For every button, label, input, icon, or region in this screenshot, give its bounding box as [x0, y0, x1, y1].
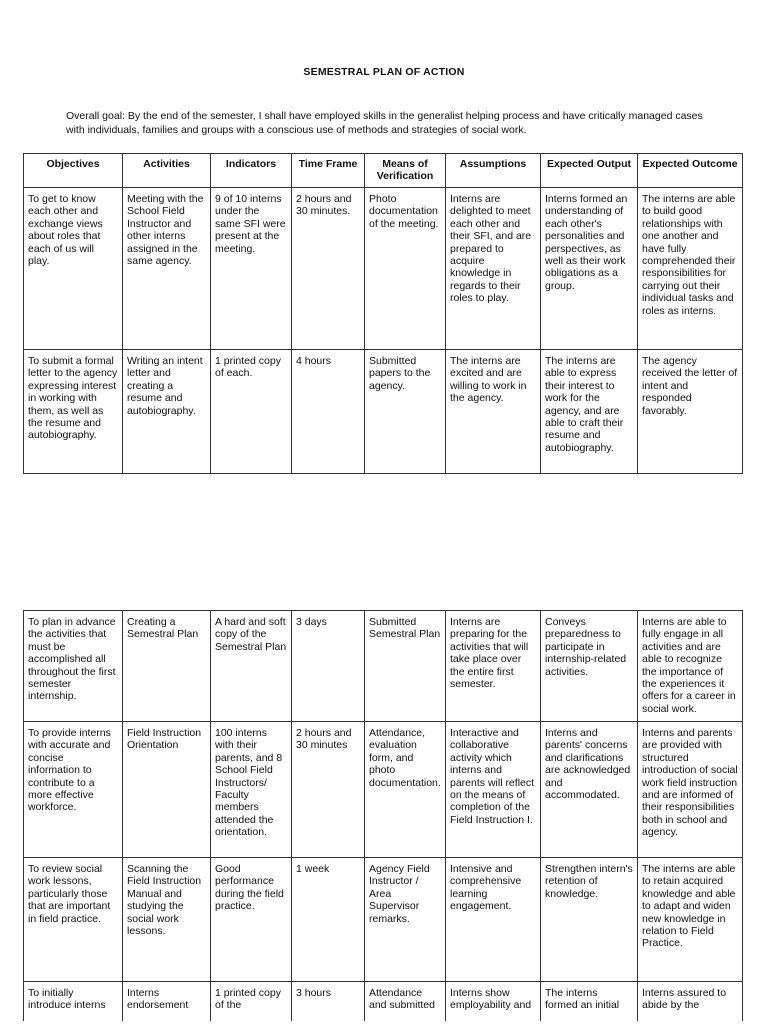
header-indicators: Indicators — [211, 154, 292, 188]
cell-output: The interns formed an initial — [541, 982, 638, 1021]
cell-objective: To provide interns with accurate and concise information to contribute to a more effective workforce. — [24, 722, 123, 858]
cell-verification: Agency Field Instructor / Area Supervisor remarks. — [365, 858, 446, 982]
cell-outcome: The agency received the letter of intent and responded favorably. — [638, 350, 743, 474]
cell-verification: Submitted papers to the agency. — [365, 350, 446, 474]
overall-goal: Overall goal: By the end of the semester, I shall have employed skills in the generalist helping process and have critically managed cases with individuals, families and groups with a conscious use of methods and strategies of social work. — [66, 110, 703, 136]
cell-activity: Creating a Semestral Plan — [123, 611, 211, 722]
cell-time-frame: 3 days — [292, 611, 365, 722]
document-title: SEMESTRAL PLAN OF ACTION — [303, 66, 465, 78]
header-objectives: Objectives — [24, 154, 123, 188]
cell-indicator: 1 printed copy of the — [211, 982, 292, 1021]
cell-verification: Photo documentation of the meeting. — [365, 188, 446, 350]
cell-objective: To get to know each other and exchange views about roles that each of us will play. — [24, 188, 123, 350]
cell-indicator: 9 of 10 interns under the same SFI were present at the meeting. — [211, 188, 292, 350]
cell-objective: To initially introduce interns — [24, 982, 123, 1021]
header-means-of-verification: Means of Verification — [365, 154, 446, 188]
cell-output: Conveys preparedness to participate in internship-related activities. — [541, 611, 638, 722]
cell-time-frame: 2 hours and 30 minutes — [292, 722, 365, 858]
cell-verification: Attendance, evaluation form, and photo documentation. — [365, 722, 446, 858]
cell-indicator: Good performance during the field practice. — [211, 858, 292, 982]
cell-outcome: The interns are able to retain acquired knowledge and able to adapt and widen new knowledge in relation to Field Practice. — [638, 858, 743, 982]
cell-activity: Field Instruction Orientation — [123, 722, 211, 858]
header-expected-output: Expected Output — [541, 154, 638, 188]
cell-assumption: Interns show employability and — [446, 982, 541, 1021]
header-time-frame: Time Frame — [292, 154, 365, 188]
header-assumptions: Assumptions — [446, 154, 541, 188]
cell-time-frame: 3 hours — [292, 982, 365, 1021]
cell-output: The interns are able to express their interest to work for the agency, and are able to craft their resume and autobiography. — [541, 350, 638, 474]
table-row — [24, 722, 743, 858]
plan-table-page-1 — [23, 153, 743, 474]
cell-output: Strengthen intern's retention of knowledge. — [541, 858, 638, 982]
cell-objective: To plan in advance the activities that must be accomplished all throughout the first semester internship. — [24, 611, 123, 722]
cell-verification: Submitted Semestral Plan — [365, 611, 446, 722]
cell-activity: Meeting with the School Field Instructor and other interns assigned in the same agency. — [123, 188, 211, 350]
cell-objective: To submit a formal letter to the agency expressing interest in working with them, as well as the resume and autobiography. — [24, 350, 123, 474]
cell-indicator: 100 interns with their parents, and 8 School Field Instructors/ Faculty members attended the orientation. — [211, 722, 292, 858]
cell-assumption: The interns are excited and are willing to work in the agency. — [446, 350, 541, 474]
cell-assumption: Intensive and comprehensive learning engagement. — [446, 858, 541, 982]
cell-outcome: Interns and parents are provided with structured introduction of social work field instruction and are informed of their responsibilities both in school and agency. — [638, 722, 743, 858]
cell-assumption: Interns are delighted to meet each other and their SFI, and are prepared to acquire knowledge in regards to their roles to play. — [446, 188, 541, 350]
cell-indicator: 1 printed copy of each. — [211, 350, 292, 474]
cell-objective: To review social work lessons, particularly those that are important in field practice. — [24, 858, 123, 982]
table-row — [24, 188, 743, 350]
cell-verification: Attendance and submitted — [365, 982, 446, 1021]
table-row — [24, 611, 743, 722]
plan-table-page-2 — [23, 610, 743, 1021]
cell-assumption: Interns are preparing for the activities that will take place over the entire first semester. — [446, 611, 541, 722]
cell-time-frame: 1 week — [292, 858, 365, 982]
table-row — [24, 858, 743, 982]
table-row — [24, 350, 743, 474]
cell-output: Interns and parents' concerns and clarifications are acknowledged and accommodated. — [541, 722, 638, 858]
cell-activity: Writing an intent letter and creating a resume and autobiography. — [123, 350, 211, 474]
cell-indicator: A hard and soft copy of the Semestral Plan — [211, 611, 292, 722]
cell-outcome: Interns are able to fully engage in all activities and are able to recognize the importance of the experiences it offers for a career in social work. — [638, 611, 743, 722]
cell-activity: Scanning the Field Instruction Manual and studying the social work lessons. — [123, 858, 211, 982]
header-activities: Activities — [123, 154, 211, 188]
cell-output: Interns formed an understanding of each other's personalities and perspectives, as well as their work obligations as a group. — [541, 188, 638, 350]
table-header-row — [24, 154, 743, 188]
header-expected-outcome: Expected Outcome — [638, 154, 743, 188]
cell-outcome: The interns are able to build good relationships with one another and have fully comprehended their responsibilities for carrying out their individual tasks and roles as interns. — [638, 188, 743, 350]
cell-time-frame: 2 hours and 30 minutes. — [292, 188, 365, 350]
cell-time-frame: 4 hours — [292, 350, 365, 474]
cell-outcome: Interns assured to abide by the — [638, 982, 743, 1021]
cell-assumption: Interactive and collaborative activity which interns and parents will reflect on the means of completion of the Field Instruction I. — [446, 722, 541, 858]
table-row — [24, 982, 743, 1021]
cell-activity: Interns endorsement — [123, 982, 211, 1021]
